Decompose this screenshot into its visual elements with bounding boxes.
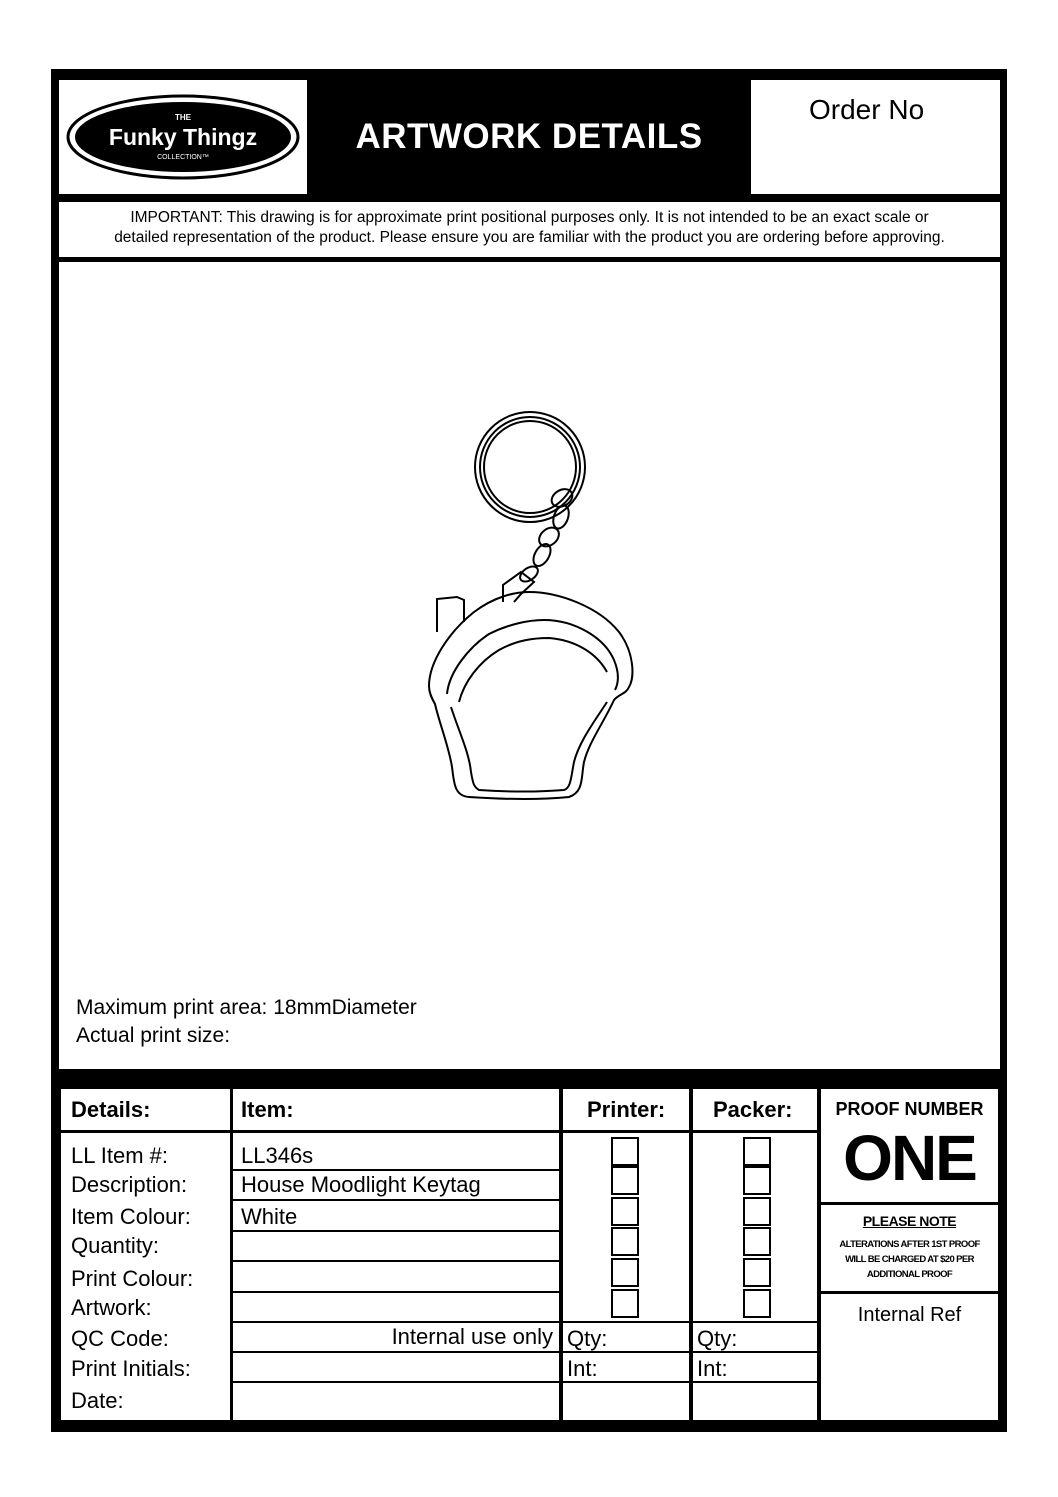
details-table xyxy=(59,1089,1000,1420)
description-value[interactable]: House Moodlight Keytag xyxy=(241,1172,481,1197)
row-label: Item Colour: xyxy=(71,1204,191,1229)
printer-checkbox[interactable] xyxy=(611,1258,639,1287)
note-line-2: WILL BE CHARGED AT $20 PER xyxy=(845,1254,974,1265)
actual-print-size: Actual print size: xyxy=(76,1024,231,1047)
row-label: Print Initials: xyxy=(71,1356,191,1381)
details-header-cell xyxy=(61,1089,230,1130)
printer-checkbox[interactable] xyxy=(611,1166,639,1195)
artwork-drawing-area xyxy=(59,262,1000,1069)
house-keytag-illustration xyxy=(59,262,1000,962)
packer-header: Packer: xyxy=(713,1097,793,1122)
item-header-cell xyxy=(233,1089,559,1130)
row-label: LL Item #: xyxy=(71,1143,169,1168)
please-note-box xyxy=(821,1205,998,1291)
row-label: Date: xyxy=(71,1388,124,1413)
printer-checkbox[interactable] xyxy=(611,1227,639,1256)
important-notice xyxy=(59,202,1000,257)
printer-checkbox[interactable] xyxy=(611,1137,639,1166)
packer-checkbox[interactable] xyxy=(743,1289,771,1318)
note-line-3: ADDITIONAL PROOF xyxy=(866,1269,953,1280)
logo-box xyxy=(59,80,307,194)
internal-ref-box[interactable] xyxy=(821,1294,998,1420)
row-label: Description: xyxy=(71,1172,188,1197)
proof-number-box xyxy=(821,1089,998,1202)
note-line-1: ALTERATIONS AFTER 1ST PROOF xyxy=(839,1239,980,1250)
order-no-label: Order No xyxy=(809,94,925,125)
ll-item-value[interactable]: LL346s xyxy=(241,1143,314,1168)
printer-header-cell xyxy=(563,1089,689,1130)
row-divider xyxy=(563,1321,689,1323)
packer-checks-cell xyxy=(693,1133,817,1420)
item-values-cell xyxy=(233,1133,559,1420)
logo-top-text: THE xyxy=(175,113,191,122)
notice-line-1: IMPORTANT: This drawing is for approximate print positional purposes only. It is not intended to be an exact scale or xyxy=(130,209,929,226)
please-note-title: PLEASE NOTE xyxy=(862,1213,957,1229)
row-divider xyxy=(233,1199,559,1201)
internal-ref-label: Internal Ref xyxy=(857,1304,962,1326)
logo-bottom-text: COLLECTION™ xyxy=(157,154,209,161)
item-colour-value[interactable]: White xyxy=(241,1204,298,1229)
details-header: Details: xyxy=(71,1097,151,1122)
packer-checkbox[interactable] xyxy=(743,1137,771,1166)
funky-thingz-logo xyxy=(65,92,301,182)
row-divider xyxy=(233,1169,559,1171)
packer-header-cell xyxy=(693,1089,817,1130)
row-divider xyxy=(233,1291,559,1293)
row-label: Artwork: xyxy=(71,1295,152,1320)
item-header: Item: xyxy=(241,1097,294,1122)
printer-header: Printer: xyxy=(587,1097,666,1122)
details-labels-cell xyxy=(61,1133,230,1420)
logo-main-text: Funky Thingz xyxy=(108,124,258,150)
print-area-info xyxy=(76,994,417,1050)
row-label: QC Code: xyxy=(71,1326,169,1351)
packer-checkbox[interactable] xyxy=(743,1258,771,1287)
packer-qty-label: Qty: xyxy=(697,1326,738,1351)
row-divider xyxy=(693,1321,817,1323)
please-note-text xyxy=(821,1237,998,1282)
packer-checkbox[interactable] xyxy=(743,1227,771,1256)
proof-number-label: PROOF NUMBER xyxy=(835,1099,984,1119)
packer-checkbox[interactable] xyxy=(743,1166,771,1195)
printer-checkbox[interactable] xyxy=(611,1289,639,1318)
max-print-area: Maximum print area: 18mmDiameter xyxy=(76,996,417,1019)
printer-int-label: Int: xyxy=(567,1356,598,1381)
packer-checkbox[interactable] xyxy=(743,1197,771,1226)
row-divider xyxy=(233,1351,559,1353)
row-label: Quantity: xyxy=(71,1233,160,1258)
row-divider xyxy=(233,1260,559,1262)
page-title: ARTWORK DETAILS xyxy=(355,117,703,156)
artwork-sheet xyxy=(51,69,1007,1432)
row-label: Print Colour: xyxy=(71,1266,194,1291)
qc-code-value: Internal use only xyxy=(391,1324,553,1349)
printer-checkbox[interactable] xyxy=(611,1197,639,1226)
row-divider xyxy=(233,1381,559,1383)
printer-checks-cell xyxy=(563,1133,689,1420)
proof-number-value: ONE xyxy=(843,1122,976,1194)
printer-qty-label: Qty: xyxy=(567,1326,608,1351)
packer-int-label: Int: xyxy=(697,1356,728,1381)
row-divider xyxy=(233,1321,559,1323)
notice-line-2: detailed representation of the product. Please ensure you are familiar with the product you are ordering before approving. xyxy=(114,229,945,246)
order-number-box[interactable] xyxy=(751,80,1000,194)
row-divider xyxy=(233,1230,559,1232)
